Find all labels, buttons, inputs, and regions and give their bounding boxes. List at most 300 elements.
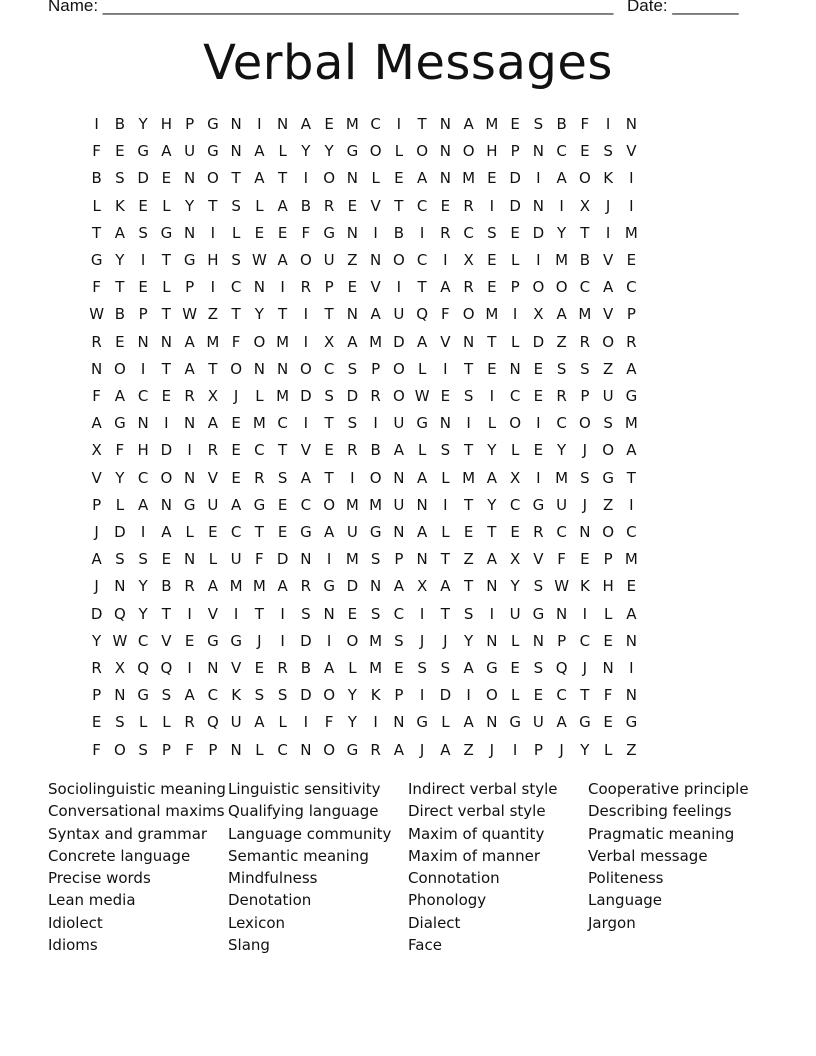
grid-letter: C — [556, 414, 567, 433]
grid-letter: N — [253, 359, 265, 378]
word-bank-item: Language — [588, 891, 663, 910]
grid-letter: I — [536, 169, 541, 188]
word-bank-item: Direct verbal style — [408, 802, 546, 821]
grid-letter: N — [160, 495, 172, 514]
grid-letter: I — [303, 169, 309, 188]
grid-letter: G — [90, 251, 103, 270]
grid-letter: O — [532, 278, 545, 297]
grid-letter: A — [556, 169, 567, 188]
grid-letter: E — [510, 115, 520, 133]
grid-letter: T — [487, 332, 497, 351]
grid-letter: O — [602, 332, 615, 351]
grid-letter: D — [439, 686, 452, 705]
grid-letter: P — [208, 740, 218, 759]
grid-letter: E — [510, 659, 520, 678]
grid-letter: O — [230, 359, 243, 378]
grid-letter: U — [509, 604, 521, 623]
grid-letter: Z — [463, 550, 474, 569]
grid-letter: E — [603, 631, 613, 650]
grid-letter: E — [487, 169, 497, 188]
grid-letter: S — [231, 196, 241, 215]
grid-letter: S — [487, 223, 497, 242]
date-field-label: Date: _______ — [627, 0, 739, 15]
grid-letter: N — [91, 359, 103, 378]
grid-letter: R — [91, 659, 102, 678]
grid-letter: S — [440, 441, 451, 460]
grid-letter: O — [602, 441, 615, 460]
grid-letter: E — [394, 169, 404, 188]
grid-letter: W — [414, 387, 430, 406]
grid-letter: N — [532, 142, 544, 161]
grid-row — [85, 383, 643, 410]
grid-letter: X — [323, 332, 335, 351]
grid-letter: L — [162, 713, 171, 732]
grid-letter: W — [251, 251, 267, 270]
grid-letter: A — [184, 686, 195, 705]
grid-letter: I — [443, 359, 448, 378]
grid-letter: N — [509, 359, 521, 378]
grid-letter: D — [90, 604, 103, 623]
grid-letter: D — [300, 631, 312, 650]
grid-letter: L — [278, 713, 287, 732]
grid-letter: I — [512, 305, 518, 324]
grid-letter: E — [254, 659, 265, 678]
grid-letter: I — [373, 223, 378, 242]
grid-letter: M — [624, 223, 638, 242]
grid-letter: F — [185, 740, 194, 759]
grid-letter: G — [602, 468, 614, 487]
word-bank-item: Mindfulness — [228, 869, 318, 888]
grid-letter: O — [113, 359, 126, 378]
grid-letter: X — [509, 468, 521, 487]
grid-letter: P — [138, 305, 148, 324]
grid-letter: O — [346, 631, 359, 650]
grid-letter: T — [208, 359, 218, 378]
grid-letter: M — [369, 495, 383, 514]
grid-letter: A — [440, 278, 451, 297]
grid-letter: G — [253, 495, 266, 514]
grid-letter: M — [462, 169, 476, 188]
grid-letter: N — [439, 414, 451, 433]
grid-letter: L — [255, 740, 264, 759]
grid-letter: F — [231, 332, 241, 351]
grid-letter: T — [208, 196, 218, 215]
grid-letter: E — [510, 223, 520, 242]
grid-letter: L — [278, 142, 287, 161]
grid-letter: E — [347, 278, 358, 297]
grid-letter: S — [115, 713, 125, 732]
grid-letter: O — [392, 359, 405, 378]
grid-letter: C — [137, 387, 149, 406]
word-bank-item: Qualifying language — [228, 802, 379, 821]
grid-letter: J — [605, 196, 611, 215]
grid-letter: D — [114, 523, 126, 542]
grid-letter: T — [278, 169, 288, 188]
grid-letter: F — [557, 550, 566, 569]
word-search-grid — [85, 111, 643, 764]
grid-letter: B — [393, 223, 405, 242]
grid-letter: E — [440, 196, 451, 215]
grid-letter: A — [440, 740, 451, 759]
grid-letter: Y — [580, 740, 590, 759]
grid-letter: M — [345, 495, 359, 514]
grid-letter: O — [253, 332, 266, 351]
grid-letter: N — [416, 495, 428, 514]
grid-letter: N — [230, 115, 242, 133]
grid-letter: A — [463, 115, 474, 133]
grid-letter: S — [580, 359, 590, 378]
grid-letter: P — [92, 495, 102, 514]
grid-letter: G — [416, 713, 428, 732]
grid-row — [85, 628, 643, 655]
grid-letter: D — [509, 196, 521, 215]
grid-letter: N — [556, 604, 568, 623]
grid-letter: C — [370, 115, 381, 133]
word-bank-item: Sociolinguistic meaning — [48, 780, 226, 798]
grid-letter: S — [417, 659, 427, 678]
grid-letter: K — [603, 169, 614, 188]
grid-letter: S — [533, 577, 544, 596]
grid-letter: F — [441, 305, 450, 324]
grid-letter: I — [629, 196, 634, 215]
grid-letter: A — [277, 196, 288, 215]
grid-letter: T — [161, 305, 171, 324]
grid-letter: L — [510, 686, 520, 705]
grid-letter: A — [184, 359, 195, 378]
grid-letter: S — [324, 387, 334, 406]
grid-letter: Q — [113, 604, 126, 623]
grid-letter: N — [532, 196, 544, 215]
grid-letter: S — [138, 740, 148, 759]
grid-letter: I — [187, 604, 192, 623]
grid-letter: I — [326, 631, 332, 650]
grid-letter: I — [419, 686, 425, 705]
grid-letter: P — [603, 550, 613, 569]
word-bank-item: Concrete language — [48, 846, 191, 865]
word-bank-item: Dialect — [408, 913, 461, 932]
grid-letter: F — [92, 142, 101, 161]
grid-letter: Y — [92, 631, 102, 650]
grid-letter: X — [207, 387, 219, 406]
grid-letter: Z — [207, 305, 219, 324]
grid-letter: L — [441, 523, 450, 542]
grid-letter: N — [114, 686, 126, 705]
grid-letter: E — [533, 387, 544, 406]
header — [48, 0, 748, 20]
grid-letter: R — [300, 577, 312, 596]
grid-letter: Y — [254, 305, 264, 324]
grid-letter: S — [463, 604, 474, 623]
grid-letter: C — [626, 278, 637, 297]
grid-letter: S — [231, 251, 241, 270]
grid-letter: M — [345, 550, 359, 569]
grid-row — [85, 682, 643, 709]
grid-letter: D — [137, 169, 149, 188]
grid-letter: A — [463, 713, 474, 732]
grid-letter: M — [555, 251, 569, 270]
grid-letter: I — [187, 441, 192, 460]
word-bank-column-3 — [408, 778, 557, 956]
grid-letter: N — [393, 713, 405, 732]
word-bank-item: Face — [408, 936, 442, 955]
grid-letter: N — [393, 523, 405, 542]
word-bank-item: Connotation — [408, 869, 500, 888]
grid-letter: A — [184, 332, 195, 351]
grid-letter: I — [280, 604, 285, 623]
grid-letter: N — [370, 577, 382, 596]
grid-letter: A — [416, 468, 428, 487]
grid-letter: V — [602, 305, 614, 324]
grid-letter: G — [369, 523, 382, 542]
grid-letter: N — [625, 631, 637, 650]
grid-letter: I — [280, 278, 285, 297]
grid-row — [85, 519, 643, 546]
grid-letter: V — [533, 550, 544, 569]
grid-letter: T — [161, 604, 171, 623]
grid-letter: I — [303, 713, 309, 732]
grid-letter: S — [580, 468, 590, 487]
grid-letter: T — [324, 468, 334, 487]
grid-letter: I — [326, 550, 332, 569]
grid-letter: P — [557, 631, 567, 650]
grid-letter: O — [416, 142, 429, 161]
grid-letter: E — [161, 387, 172, 406]
grid-letter: N — [625, 115, 637, 133]
grid-letter: I — [303, 332, 309, 351]
grid-letter: H — [486, 142, 498, 161]
grid-letter: I — [164, 414, 169, 433]
grid-letter: R — [184, 713, 195, 732]
grid-letter: H — [602, 577, 614, 596]
grid-letter: K — [231, 686, 242, 705]
grid-letter: N — [346, 169, 358, 188]
grid-letter: I — [629, 659, 634, 678]
grid-letter: K — [370, 686, 381, 705]
grid-letter: I — [443, 495, 448, 514]
grid-letter: R — [207, 441, 219, 460]
grid-letter: N — [137, 414, 149, 433]
grid-letter: B — [579, 251, 591, 270]
grid-letter: U — [184, 142, 196, 161]
grid-letter: C — [579, 278, 591, 297]
grid-letter: L — [255, 387, 264, 406]
word-bank-item: Conversational maxims — [48, 802, 225, 821]
grid-letter: I — [605, 115, 611, 133]
grid-letter: A — [300, 115, 311, 133]
grid-letter: F — [301, 223, 311, 242]
grid-letter: U — [346, 523, 358, 542]
grid-letter: E — [138, 278, 148, 297]
grid-letter: C — [137, 468, 149, 487]
grid-letter: R — [184, 577, 195, 596]
grid-letter: C — [556, 523, 567, 542]
grid-row — [85, 655, 643, 682]
grid-letter: J — [419, 631, 425, 650]
grid-row — [85, 220, 643, 247]
grid-letter: M — [229, 577, 243, 596]
grid-letter: O — [392, 251, 405, 270]
grid-letter: D — [532, 223, 545, 242]
grid-letter: J — [443, 631, 448, 650]
grid-letter: E — [487, 251, 497, 270]
grid-letter: M — [206, 332, 220, 351]
grid-letter: S — [394, 631, 404, 650]
grid-letter: Y — [138, 604, 148, 623]
grid-letter: N — [625, 686, 637, 705]
grid-letter: A — [602, 278, 614, 297]
word-bank-item: Describing feelings — [588, 802, 732, 821]
grid-letter: L — [185, 523, 194, 542]
grid-letter: N — [184, 414, 196, 433]
grid-letter: G — [230, 631, 242, 650]
grid-letter: G — [300, 523, 312, 542]
grid-letter: M — [369, 332, 383, 351]
grid-letter: R — [254, 468, 265, 487]
grid-letter: S — [533, 115, 544, 133]
grid-letter: A — [486, 550, 497, 569]
grid-letter: M — [624, 414, 638, 433]
grid-letter: N — [137, 332, 149, 351]
grid-letter: L — [162, 278, 171, 297]
grid-letter: I — [140, 251, 146, 270]
grid-letter: G — [532, 604, 545, 623]
grid-letter: E — [277, 523, 288, 542]
grid-row — [85, 601, 643, 628]
grid-letter: E — [533, 686, 544, 705]
grid-letter: Y — [557, 441, 567, 460]
grid-letter: Z — [602, 359, 614, 378]
grid-letter: R — [370, 740, 381, 759]
grid-letter: S — [440, 659, 451, 678]
grid-letter: E — [510, 523, 520, 542]
grid-letter: N — [277, 115, 289, 133]
grid-letter: K — [114, 196, 125, 215]
grid-letter: P — [324, 278, 334, 297]
word-bank-column-4 — [588, 778, 749, 934]
grid-letter: E — [580, 142, 590, 161]
grid-letter: G — [137, 142, 149, 161]
grid-letter: B — [161, 577, 172, 596]
grid-letter: G — [625, 387, 638, 406]
grid-letter: L — [417, 441, 427, 460]
grid-letter: H — [160, 115, 173, 133]
grid-letter: Z — [463, 740, 474, 759]
grid-letter: I — [94, 115, 99, 133]
grid-letter: G — [346, 142, 359, 161]
grid-letter: Y — [347, 686, 357, 705]
grid-letter: O — [602, 523, 615, 542]
grid-row — [85, 492, 643, 519]
grid-letter: W — [112, 631, 128, 650]
grid-letter: N — [486, 631, 498, 650]
grid-letter: I — [233, 604, 239, 623]
word-bank-item: Maxim of manner — [408, 846, 540, 865]
grid-letter: J — [94, 577, 99, 596]
grid-letter: C — [277, 740, 288, 759]
grid-letter: Y — [138, 577, 148, 596]
grid-letter: G — [137, 686, 149, 705]
grid-letter: G — [486, 659, 498, 678]
grid-letter: E — [533, 359, 544, 378]
grid-letter: N — [370, 251, 382, 270]
grid-letter: I — [629, 495, 634, 514]
grid-letter: I — [536, 251, 541, 270]
grid-letter: A — [393, 441, 404, 460]
grid-letter: A — [254, 142, 265, 161]
grid-letter: T — [278, 441, 288, 460]
grid-letter: D — [346, 387, 359, 406]
grid-letter: T — [92, 223, 102, 242]
grid-letter: G — [532, 495, 545, 514]
grid-letter: Y — [510, 577, 520, 596]
grid-letter: A — [416, 169, 428, 188]
grid-letter: F — [92, 740, 101, 759]
grid-letter: A — [277, 577, 288, 596]
grid-letter: M — [276, 387, 290, 406]
grid-letter: A — [137, 495, 149, 514]
grid-letter: L — [603, 740, 613, 759]
grid-letter: C — [556, 686, 567, 705]
grid-row — [85, 329, 643, 356]
grid-letter: P — [161, 740, 171, 759]
grid-row — [85, 573, 643, 600]
grid-letter: O — [509, 414, 522, 433]
grid-letter: Y — [464, 631, 474, 650]
grid-row — [85, 356, 643, 383]
grid-letter: E — [533, 441, 544, 460]
word-bank-item: Indirect verbal style — [408, 780, 558, 798]
grid-letter: T — [394, 196, 404, 215]
grid-letter: Z — [626, 740, 637, 759]
grid-letter: B — [300, 659, 312, 678]
grid-letter: A — [161, 523, 172, 542]
grid-letter: E — [184, 631, 195, 650]
grid-letter: N — [114, 577, 126, 596]
grid-letter: S — [603, 142, 613, 161]
grid-letter: W — [89, 305, 105, 324]
grid-letter: E — [231, 441, 241, 460]
grid-letter: X — [509, 550, 521, 569]
grid-letter: C — [207, 686, 219, 705]
grid-letter: G — [509, 713, 521, 732]
grid-letter: P — [92, 686, 102, 705]
grid-letter: Y — [557, 223, 567, 242]
grid-letter: G — [579, 713, 591, 732]
grid-letter: I — [536, 468, 541, 487]
grid-letter: I — [396, 115, 402, 133]
grid-letter: T — [487, 523, 497, 542]
page-title: Verbal Messages — [203, 35, 613, 91]
grid-letter: A — [161, 142, 172, 161]
grid-letter: S — [277, 686, 288, 705]
word-bank-item: Pragmatic meaning — [588, 824, 735, 843]
grid-letter: S — [556, 359, 567, 378]
grid-letter: U — [532, 713, 544, 732]
grid-letter: I — [419, 604, 425, 623]
grid-letter: C — [230, 523, 242, 542]
grid-letter: A — [416, 332, 428, 351]
word-bank-item: Phonology — [408, 891, 487, 910]
grid-letter: Y — [115, 251, 125, 270]
word-bank-item: Maxim of quantity — [408, 824, 545, 843]
grid-letter: V — [602, 251, 614, 270]
grid-letter: I — [303, 305, 309, 324]
grid-letter: A — [91, 550, 102, 569]
grid-letter: E — [463, 523, 474, 542]
word-bank-item: Lean media — [48, 891, 136, 910]
grid-letter: Z — [602, 495, 614, 514]
grid-letter: E — [254, 223, 265, 242]
